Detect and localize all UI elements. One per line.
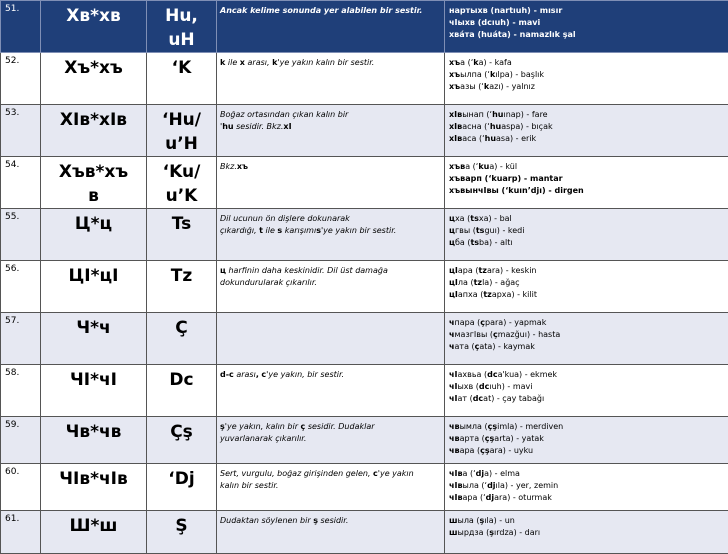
text-segment: dc bbox=[487, 370, 497, 379]
text-segment: ч bbox=[449, 318, 455, 327]
text-segment: karışımı bbox=[282, 226, 316, 235]
text-line bbox=[449, 29, 725, 41]
text-segment: para) - yapmak bbox=[485, 318, 546, 327]
example-words bbox=[445, 261, 728, 313]
row-number: 60. bbox=[1, 464, 41, 511]
cyrillic-letter: Чв*чв bbox=[41, 417, 147, 464]
text-segment: 'ye yakın, kalın bir bbox=[225, 422, 301, 431]
text-segment: la) - ağaç bbox=[482, 278, 520, 287]
text-line bbox=[449, 393, 725, 405]
text-segment: ч bbox=[449, 342, 455, 351]
text-segment: аса (‘ bbox=[462, 134, 484, 143]
text-segment: хIв bbox=[449, 122, 462, 131]
text-line bbox=[449, 5, 725, 17]
latin-transcription: Tz bbox=[147, 261, 217, 313]
table-row bbox=[1, 209, 728, 261]
latin-transcription: Ş bbox=[147, 511, 217, 554]
cyrillic-letter: Ш*ш bbox=[41, 511, 147, 554]
text-segment: а (‘ bbox=[463, 469, 476, 478]
text-segment: k bbox=[484, 82, 489, 91]
text-line bbox=[220, 225, 441, 237]
text-line bbox=[449, 69, 725, 81]
text-segment: arası bbox=[234, 370, 256, 379]
text-line bbox=[449, 225, 725, 237]
text-segment: ara) - keskin bbox=[487, 266, 537, 275]
text-line bbox=[449, 515, 725, 527]
example-words bbox=[445, 1, 728, 53]
text-segment: Sert, vurgulu, boğaz girişinden gelen, bbox=[220, 469, 373, 478]
text-segment: çş bbox=[488, 422, 498, 431]
table-row bbox=[1, 53, 728, 105]
text-line bbox=[449, 17, 725, 29]
text-segment: ат ( bbox=[457, 394, 472, 403]
text-line bbox=[449, 161, 725, 173]
text-segment: t bbox=[259, 226, 263, 235]
text-segment: нартыхв (nartıuh) - mısır bbox=[449, 6, 562, 15]
pronunciation-description bbox=[217, 209, 445, 261]
text-line bbox=[449, 173, 725, 185]
text-segment: ' bbox=[220, 122, 222, 131]
text-segment: ıla) - yer, zemin bbox=[496, 481, 559, 490]
text-segment: ç bbox=[480, 318, 485, 327]
text-segment: hu bbox=[490, 122, 501, 131]
text-segment: чIв bbox=[449, 493, 463, 502]
text-segment: asa) - erik bbox=[496, 134, 536, 143]
text-segment: arası, bbox=[245, 58, 272, 67]
latin-transcription: Ç bbox=[147, 313, 217, 365]
text-line bbox=[220, 515, 441, 527]
text-segment: ıla) - un bbox=[484, 516, 515, 525]
table-row bbox=[1, 313, 728, 365]
text-line bbox=[220, 121, 441, 133]
text-segment: kalın bir sestir. bbox=[220, 481, 278, 490]
row-number: 58. bbox=[1, 365, 41, 417]
text-line bbox=[449, 57, 725, 69]
text-segment: ts bbox=[470, 238, 479, 247]
table-row bbox=[1, 105, 728, 157]
text-segment: ыла (‘ bbox=[463, 481, 488, 490]
example-words bbox=[445, 209, 728, 261]
text-segment: 'ye yakın kalın bir sestir. bbox=[277, 58, 374, 67]
text-line bbox=[220, 5, 441, 17]
text-segment: ts bbox=[476, 226, 485, 235]
text-segment: ara) - uyku bbox=[490, 446, 533, 455]
example-words bbox=[445, 313, 728, 365]
text-segment: dj bbox=[487, 481, 495, 490]
text-segment: чв bbox=[449, 446, 460, 455]
text-line bbox=[220, 57, 441, 69]
text-segment: чIыхв (dcıuh) - mavi bbox=[449, 18, 540, 27]
text-segment: a) - kül bbox=[489, 162, 517, 171]
text-segment: апха ( bbox=[458, 290, 483, 299]
text-line bbox=[220, 421, 441, 433]
text-segment: ku bbox=[478, 162, 489, 171]
text-segment: чI bbox=[449, 382, 457, 391]
text-line bbox=[220, 213, 441, 225]
text-segment: мазгIвы ( bbox=[455, 330, 493, 339]
latin-transcription: ‘Dj bbox=[147, 464, 217, 511]
row-number: 51. bbox=[1, 1, 41, 53]
pronunciation-description bbox=[217, 464, 445, 511]
text-line bbox=[449, 480, 725, 492]
text-segment: xa) - bal bbox=[479, 214, 512, 223]
text-segment: arta) - yatak bbox=[494, 434, 544, 443]
text-segment: Dil ucunun ön dişlere dokunarak bbox=[220, 214, 350, 223]
text-segment: Ancak kelime sonunda yer alabilen bir sestir. bbox=[220, 6, 422, 15]
text-line bbox=[449, 527, 725, 539]
text-segment: ла ( bbox=[458, 278, 474, 287]
text-segment: ш bbox=[449, 528, 458, 537]
text-segment: а (‘ bbox=[460, 58, 473, 67]
text-segment: хъ bbox=[449, 70, 460, 79]
cyrillic-letter: ХIв*хIв bbox=[41, 105, 147, 157]
cyrillic-letter: Ц*ц bbox=[41, 209, 147, 261]
text-segment: хIв bbox=[449, 134, 462, 143]
text-line bbox=[449, 341, 725, 353]
text-segment: 'ye yakın bir sestir. bbox=[321, 226, 396, 235]
pronunciation-description bbox=[217, 261, 445, 313]
text-line bbox=[449, 421, 725, 433]
text-segment: ata) - kaymak bbox=[479, 342, 535, 351]
row-number: 61. bbox=[1, 511, 41, 554]
cyrillic-letter: ЧIв*чIв bbox=[41, 464, 147, 511]
cyrillic-letter: Ч*ч bbox=[41, 313, 147, 365]
alphabet-table-body bbox=[1, 1, 728, 554]
pronunciation-description bbox=[217, 417, 445, 464]
latin-transcription: ‘K bbox=[147, 53, 217, 105]
text-segment: a) - kafa bbox=[479, 58, 512, 67]
text-segment: хIв bbox=[449, 110, 462, 119]
row-number: 59. bbox=[1, 417, 41, 464]
text-segment: цI bbox=[449, 290, 458, 299]
text-segment: c bbox=[261, 370, 266, 379]
text-segment: imla) - merdiven bbox=[497, 422, 563, 431]
text-line bbox=[449, 289, 725, 301]
text-line bbox=[220, 369, 441, 381]
text-segment: ç bbox=[475, 342, 480, 351]
example-words bbox=[445, 464, 728, 511]
text-segment: d-c bbox=[220, 370, 234, 379]
text-segment: ç bbox=[493, 330, 498, 339]
text-segment: sesidir. Dudaklar bbox=[305, 422, 374, 431]
text-segment: sesidir. Bkz. bbox=[234, 122, 284, 131]
cyrillic-letter: ЧI*чI bbox=[41, 365, 147, 417]
pronunciation-description bbox=[217, 313, 445, 365]
latin-transcription: Dc bbox=[147, 365, 217, 417]
text-line bbox=[449, 433, 725, 445]
latin-transcription: ‘Ku/ u’K bbox=[147, 157, 217, 209]
text-line bbox=[449, 265, 725, 277]
text-segment: , bbox=[256, 370, 259, 379]
row-number: 52. bbox=[1, 53, 41, 105]
text-segment: ts bbox=[470, 214, 479, 223]
text-segment: s bbox=[316, 226, 321, 235]
text-segment: ара ( bbox=[460, 446, 481, 455]
text-segment: ş bbox=[489, 528, 494, 537]
text-segment: sesidir. bbox=[318, 516, 348, 525]
text-segment: арта ( bbox=[460, 434, 485, 443]
text-line bbox=[449, 121, 725, 133]
example-words bbox=[445, 417, 728, 464]
example-words bbox=[445, 105, 728, 157]
latin-transcription: Hu, uH bbox=[147, 1, 217, 53]
text-segment: хъвынчIвы (‘kuın’djı) - dirgen bbox=[449, 186, 584, 195]
text-segment: ba) - altı bbox=[479, 238, 513, 247]
pronunciation-description bbox=[217, 365, 445, 417]
text-segment: çş bbox=[485, 434, 495, 443]
text-segment: ıuh) - mavi bbox=[489, 382, 532, 391]
text-line bbox=[449, 237, 725, 249]
text-segment: гвы ( bbox=[455, 226, 476, 235]
text-segment: ц bbox=[449, 214, 455, 223]
text-segment: s bbox=[277, 226, 282, 235]
text-segment: dokundurularak çıkarılır. bbox=[220, 278, 317, 287]
text-line bbox=[220, 109, 441, 121]
cyrillic-letter: Хв*хв bbox=[41, 1, 147, 53]
text-segment: azı) - yalnız bbox=[489, 82, 535, 91]
text-segment: yuvarlanarak çıkarılır. bbox=[220, 434, 306, 443]
text-segment: чI bbox=[449, 394, 457, 403]
text-segment: ш bbox=[449, 516, 458, 525]
text-segment: hu bbox=[485, 134, 496, 143]
text-segment: ara) - oturmak bbox=[494, 493, 552, 502]
text-segment: k bbox=[490, 70, 495, 79]
text-line bbox=[449, 369, 725, 381]
text-segment: 'ye yakın bbox=[378, 469, 414, 478]
row-number: 55. bbox=[1, 209, 41, 261]
text-line bbox=[449, 277, 725, 289]
text-segment: apxa) - kilit bbox=[492, 290, 537, 299]
text-segment: k bbox=[473, 58, 478, 67]
cyrillic-letter: Хъв*хъ в bbox=[41, 157, 147, 209]
text-segment: a'kua) - ekmek bbox=[498, 370, 557, 379]
text-segment: ынап (‘ bbox=[462, 110, 492, 119]
text-segment: цI bbox=[449, 278, 458, 287]
text-segment: Bkz. bbox=[220, 162, 237, 171]
text-segment: хъ bbox=[237, 162, 248, 171]
example-words bbox=[445, 511, 728, 554]
text-segment: асна (‘ bbox=[462, 122, 490, 131]
text-line bbox=[449, 381, 725, 393]
table-row bbox=[1, 365, 728, 417]
text-line bbox=[449, 492, 725, 504]
pronunciation-description bbox=[217, 105, 445, 157]
text-segment: хI bbox=[283, 122, 291, 131]
example-words bbox=[445, 157, 728, 209]
example-words bbox=[445, 53, 728, 105]
text-segment: tz bbox=[474, 278, 482, 287]
text-segment: хъв bbox=[449, 162, 465, 171]
text-segment: хъ bbox=[449, 82, 460, 91]
text-line bbox=[220, 480, 441, 492]
text-segment: ба ( bbox=[455, 238, 471, 247]
text-segment: c bbox=[373, 469, 378, 478]
text-segment: а (‘ bbox=[465, 162, 478, 171]
row-number: 54. bbox=[1, 157, 41, 209]
text-segment: mazğuı) - hasta bbox=[498, 330, 561, 339]
text-line bbox=[449, 317, 725, 329]
text-segment: a) - elma bbox=[484, 469, 520, 478]
text-segment: Dudaktan söylenen bir bbox=[220, 516, 313, 525]
text-segment: хъ bbox=[449, 58, 460, 67]
text-segment: чIв bbox=[449, 469, 463, 478]
text-segment: at) - çay tabağı bbox=[483, 394, 544, 403]
text-segment: tz bbox=[478, 266, 486, 275]
text-segment: пара ( bbox=[455, 318, 481, 327]
pronunciation-description bbox=[217, 1, 445, 53]
text-segment: aspa) - bıçak bbox=[501, 122, 552, 131]
text-segment: чв bbox=[449, 434, 460, 443]
text-segment: ırdza) - darı bbox=[494, 528, 540, 537]
latin-transcription: ‘Hu/ u’H bbox=[147, 105, 217, 157]
text-segment: ş bbox=[313, 516, 318, 525]
text-line bbox=[220, 161, 441, 173]
text-segment: ile bbox=[225, 58, 239, 67]
table-row bbox=[1, 464, 728, 511]
text-segment: чI bbox=[449, 370, 457, 379]
example-words bbox=[445, 365, 728, 417]
text-segment: азы (‘ bbox=[460, 82, 484, 91]
text-segment: guı) - kedi bbox=[484, 226, 524, 235]
text-segment: hu bbox=[222, 122, 233, 131]
text-segment: ınap) - fare bbox=[503, 110, 547, 119]
text-segment: ылпа (‘ bbox=[460, 70, 490, 79]
text-segment: ц bbox=[220, 266, 226, 275]
text-segment: ile bbox=[263, 226, 277, 235]
text-segment: ц bbox=[449, 238, 455, 247]
text-line bbox=[449, 185, 725, 197]
text-line bbox=[220, 433, 441, 445]
text-line bbox=[449, 445, 725, 457]
row-number: 57. bbox=[1, 313, 41, 365]
text-segment: ş bbox=[220, 422, 225, 431]
text-segment: hu bbox=[492, 110, 503, 119]
text-segment: ç bbox=[301, 422, 306, 431]
pronunciation-description bbox=[217, 511, 445, 554]
text-segment: ыла ( bbox=[458, 516, 480, 525]
table-row bbox=[1, 1, 728, 53]
pronunciation-description bbox=[217, 157, 445, 209]
text-line bbox=[220, 468, 441, 480]
text-segment: ата ( bbox=[455, 342, 475, 351]
table-row bbox=[1, 157, 728, 209]
text-segment: ахвьа ( bbox=[457, 370, 487, 379]
text-segment: çş bbox=[480, 446, 490, 455]
text-segment: ц bbox=[449, 226, 455, 235]
text-segment: ılpa) - başlık bbox=[495, 70, 544, 79]
text-segment: ş bbox=[480, 516, 485, 525]
text-line bbox=[449, 109, 725, 121]
text-segment: ха ( bbox=[455, 214, 470, 223]
text-segment: k bbox=[272, 58, 277, 67]
cyrillic-letter: ЦI*цI bbox=[41, 261, 147, 313]
text-segment: çıkardığı, bbox=[220, 226, 259, 235]
text-line bbox=[449, 81, 725, 93]
text-segment: dc bbox=[479, 382, 489, 391]
latin-transcription: Ts bbox=[147, 209, 217, 261]
text-segment: dc bbox=[473, 394, 483, 403]
text-segment: ырдза ( bbox=[458, 528, 490, 537]
text-segment: dj bbox=[486, 493, 494, 502]
text-segment: хвáта (huáta) - namazlık şal bbox=[449, 30, 576, 39]
text-segment: Boğaz ortasından çıkan kalın bir bbox=[220, 110, 348, 119]
text-line bbox=[220, 265, 441, 277]
text-segment: ара (‘ bbox=[463, 493, 486, 502]
text-line bbox=[449, 213, 725, 225]
latin-transcription: Çş bbox=[147, 417, 217, 464]
text-segment: ч bbox=[449, 330, 455, 339]
text-segment: x bbox=[240, 58, 245, 67]
text-segment: чIв bbox=[449, 481, 463, 490]
row-number: 56. bbox=[1, 261, 41, 313]
text-line bbox=[449, 468, 725, 480]
table-row bbox=[1, 417, 728, 464]
text-segment: чв bbox=[449, 422, 460, 431]
text-segment: harfinin daha keskinidir. Dil üst damağa bbox=[226, 266, 388, 275]
row-number: 53. bbox=[1, 105, 41, 157]
text-line bbox=[449, 133, 725, 145]
text-line bbox=[220, 277, 441, 289]
text-segment: ымла ( bbox=[460, 422, 488, 431]
text-segment: 'ye yakın, bir sestir. bbox=[266, 370, 344, 379]
text-segment: dj bbox=[476, 469, 484, 478]
text-segment: цI bbox=[449, 266, 458, 275]
text-segment: tz bbox=[483, 290, 491, 299]
table-row bbox=[1, 261, 728, 313]
cyrillic-letter: Хъ*хъ bbox=[41, 53, 147, 105]
pronunciation-description bbox=[217, 53, 445, 105]
text-segment: k bbox=[220, 58, 225, 67]
text-segment: хъварп (‘kuarp) - mantar bbox=[449, 174, 563, 183]
table-row bbox=[1, 511, 728, 554]
text-segment: ыхв ( bbox=[457, 382, 478, 391]
text-segment: ара ( bbox=[458, 266, 479, 275]
text-line bbox=[449, 329, 725, 341]
